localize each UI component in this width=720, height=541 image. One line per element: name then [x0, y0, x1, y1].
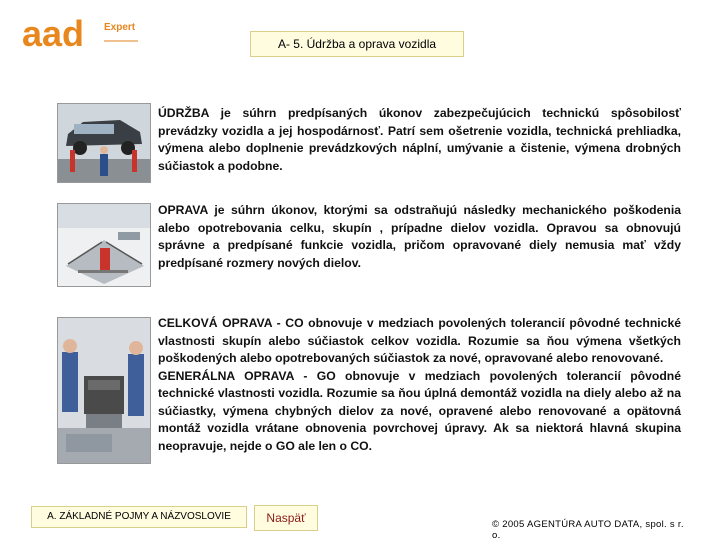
car-on-lift-photo — [57, 103, 151, 183]
workshop-pit-photo — [57, 203, 151, 287]
copyright-text: © 2005 AGENTÚRA AUTO DATA, spol. s r. o. — [492, 519, 684, 541]
logo-expert-text: Expert — [104, 22, 136, 33]
aad-expert-logo — [22, 14, 142, 54]
overhaul-paragraph — [158, 315, 681, 455]
logo-text: aad — [22, 14, 85, 54]
maintenance-paragraph: ÚDRŽBA je súhrn predpísaných úkonov zabezpečujúcich technickú spôsobilosť prevádzky vozidla a jej hospodárnosť. Patrí sem ošetrenie vozidla, technická prehliadka, výmena alebo doplnenie prevádzkových náplní, umývanie a čistenie, výmena drobných súčiastok a podobne. — [158, 106, 681, 173]
engine-repair-photo — [57, 317, 151, 464]
repair-paragraph: OPRAVA je súhrn úkonov, ktorými sa odstraňujú následky mechanického poškodenia alebo opotrebovania celku, skupín , prípadne dielov vozidla. Opravou sa obnovujú správne a predpísané funkcie vozidla, pričom opravované diely nemusia mať vždy predpísané rozmery nových dielov. — [158, 203, 681, 270]
general-repair-text: GENERÁLNA OPRAVA - GO obnovuje v medziach povolených tolerancií pôvodné technické vlastnosti vozidla. Rozumie sa ňou úplná demontáž vozidla na diely alebo až na súčiastky, výmena chybných dielov za nové, opravené alebo renovované a opätovná montáž vozidla vrátane obnovenia povrchovej úpravy. Ak sa niektorá hlavná skupina neopravuje, nejde o GO ale len o CO. — [158, 368, 681, 453]
section-nav-button[interactable]: A. ZÁKLADNÉ POJMY A NÁZVOSLOVIE — [31, 506, 247, 528]
total-repair-text: CELKOVÁ OPRAVA - CO obnovuje v medziach povolených tolerancií pôvodné technické vlastnosti skupín alebo súčiastok celkov vozidla. Rozumie sa ňou výmena všetkých poškodených alebo opotrebovaných súčiastok za nové, opravované alebo renovované. — [158, 316, 681, 365]
page-title: A- 5. Údržba a oprava vozidla — [250, 31, 464, 57]
back-button[interactable]: Naspäť — [254, 505, 318, 531]
